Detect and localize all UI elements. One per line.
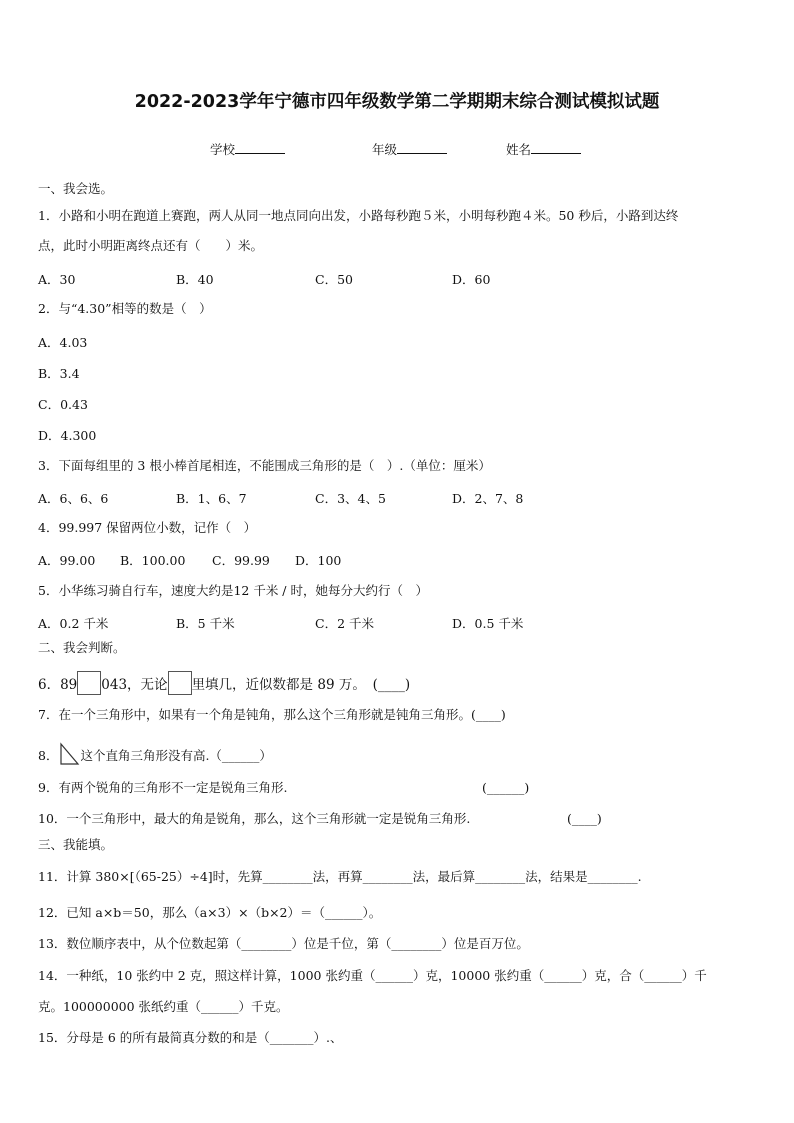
name-label: 姓名 [506, 142, 532, 157]
q1-option-d: D．60 [452, 272, 491, 287]
question-5: 5．小华练习骑自行车，速度大约是12 千米 / 时，她每分大约行（ ） [38, 583, 428, 598]
q1-option-a: A．30 [38, 272, 76, 287]
q6-digit-box-2 [168, 671, 192, 695]
question-11: 11．计算 380×[（65-25）÷4]时，先算________法，再算________法，最后算________法，结果是________. [38, 869, 642, 884]
q6-digit-box-1 [77, 671, 101, 695]
q8-text: 这个直角三角形没有高.（______） [80, 748, 272, 763]
question-12: 12．已知 a×b＝50，那么（a×3）×（b×2）＝（______）。 [38, 905, 382, 920]
q4-option-b: B．100.00 [120, 553, 186, 568]
page-title: 2022-2023学年宁德市四年级数学第二学期期末综合测试模拟试题 [134, 92, 660, 112]
question-8 [38, 742, 272, 766]
q8-number: 8． [38, 748, 59, 763]
question-7: 7．在一个三角形中，如果有一个角是钝角，那么这个三角形就是钝角三角形。(____) [38, 707, 506, 722]
q4-option-a: A．99.00 [38, 553, 96, 568]
section-2-heading: 二、我会判断。 [38, 640, 126, 655]
q3-option-d: D．2、7、8 [452, 491, 524, 506]
question-10: 10．一个三角形中，最大的角是锐角，那么，这个三角形就一定是锐角三角形. [38, 811, 471, 826]
question-6 [38, 671, 410, 695]
question-14-line-1: 14．一种纸，10 张约中 2 克，照这样计算，1000 张约重（______）克，10000 张约重（______）克，合（______）千 [38, 968, 707, 983]
q2-option-d: D．4.300 [38, 428, 97, 443]
q2-option-a: A．4.03 [38, 335, 88, 350]
question-14-line-2: 克。100000000 张纸约重（______）千克。 [38, 999, 289, 1014]
grade-label: 年级 [372, 142, 398, 157]
q6-part-3: 里填几，近似数都是 89 万。 (____) [191, 677, 411, 693]
q2-option-b: B．3.4 [38, 366, 80, 381]
name-field [506, 140, 581, 158]
q5-option-b: B．5 千米 [176, 616, 235, 631]
name-blank [531, 140, 581, 154]
q5-option-c: C．2 千米 [315, 616, 374, 631]
q6-part-1: 6．89 [38, 677, 78, 693]
question-15: 15．分母是 6 的所有最简真分数的和是（_______）.、 [38, 1030, 343, 1045]
question-3: 3．下面每组里的 3 根小棒首尾相连，不能围成三角形的是（ ）.（单位：厘米） [38, 458, 491, 473]
question-13: 13．数位顺序表中，从个位数起第（________）位是千位，第（________）位是百万位。 [38, 936, 529, 951]
school-label: 学校 [210, 142, 236, 157]
q3-option-a: A．6、6、6 [38, 491, 109, 506]
q6-part-2: 043，无论 [101, 677, 168, 693]
right-triangle-icon [58, 742, 80, 766]
q9-answer-blank: (______) [482, 780, 530, 795]
q5-option-d: D．0.5 千米 [452, 616, 524, 631]
q5-option-a: A．0.2 千米 [38, 616, 109, 631]
q4-option-c: C．99.99 [212, 553, 270, 568]
q2-option-c: C．0.43 [38, 397, 88, 412]
question-1-line-2: 点，此时小明距离终点还有（ ）米。 [38, 238, 264, 253]
school-field [210, 140, 285, 158]
question-4: 4．99.997 保留两位小数，记作（ ） [38, 520, 257, 535]
q1-option-c: C．50 [315, 272, 353, 287]
q10-answer-blank: (____) [567, 811, 602, 826]
grade-blank [397, 140, 447, 154]
question-9: 9．有两个锐角的三角形不一定是锐角三角形. [38, 780, 288, 795]
section-1-heading: 一、我会选。 [38, 181, 114, 196]
school-blank [235, 140, 285, 154]
section-3-heading: 三、我能填。 [38, 837, 114, 852]
q3-option-b: B．1、6、7 [176, 491, 247, 506]
q1-option-b: B．40 [176, 272, 214, 287]
grade-field [372, 140, 447, 158]
q3-option-c: C．3、4、5 [315, 491, 386, 506]
question-2: 2．与“4.30”相等的数是（ ） [38, 301, 212, 316]
q4-option-d: D．100 [295, 553, 342, 568]
question-1-line-1: 1．小路和小明在跑道上赛跑，两人从同一地点同向出发，小路每秒跑５米，小明每秒跑４米。50 秒后，小路到达终 [38, 208, 679, 223]
